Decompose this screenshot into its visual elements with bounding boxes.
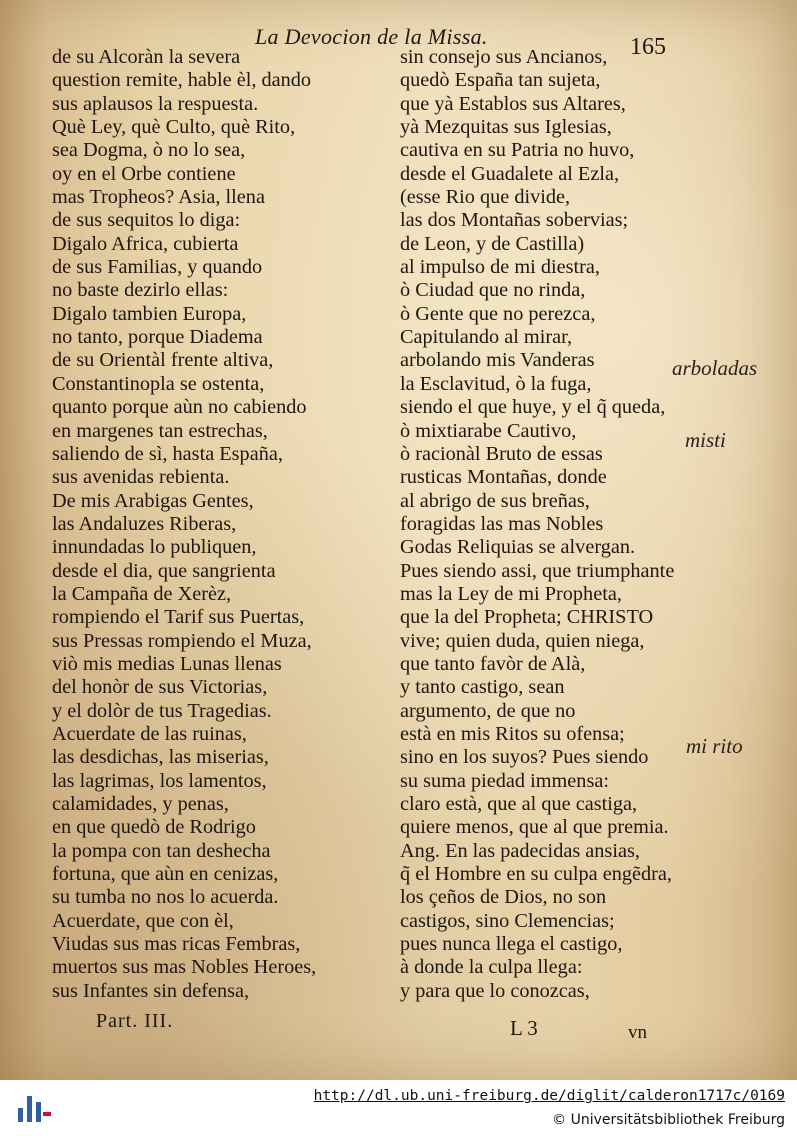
verse-line: cautiva en su Patria no huvo, xyxy=(400,139,635,162)
verse-line: Pues siendo assi, que triumphante xyxy=(400,559,675,582)
copyright-notice: © Universitätsbibliothek Freiburg xyxy=(552,1112,785,1128)
verse-line: question remite, hable èl, dando xyxy=(52,69,312,92)
verse-line: claro està, que al que castiga, xyxy=(400,793,638,815)
verse-line: y tanto castigo, sean xyxy=(400,676,565,699)
verse-line: su suma piedad immensa: xyxy=(400,769,609,792)
verse-line: viò mis medias Lunas llenas xyxy=(52,652,282,675)
verse-line: desde el Guadalete al Ezla, xyxy=(400,162,620,185)
verse-line: ò Ciudad que no rinda, xyxy=(400,279,586,302)
verse-line: que tanto favòr de Alà, xyxy=(400,652,586,675)
verse-line: ò mixtiarabe Cautivo, xyxy=(400,419,577,442)
verse-line: rusticas Montañas, donde xyxy=(400,466,607,489)
verse-line: en margenes tan estrechas, xyxy=(52,419,268,442)
verse-line: yà Mezquitas sus Iglesias, xyxy=(400,116,612,139)
right-text-column xyxy=(400,46,674,1003)
verse-line: de su Orientàl frente altiva, xyxy=(52,349,274,372)
verse-line: no baste dezirlo ellas: xyxy=(52,279,229,302)
verse-line: de Leon, y de Castilla) xyxy=(400,232,585,255)
verse-line: Digalo tambien Europa, xyxy=(52,302,247,325)
verse-line: quedò España tan sujeta, xyxy=(400,69,601,92)
verse-line: las desdichas, las miserias, xyxy=(52,746,269,769)
verse-line: de sus sequitos lo diga: xyxy=(52,209,241,232)
verse-line: q̃ el Hombre en su culpa engẽdra, xyxy=(400,863,673,886)
verse-line: al abrigo de sus breñas, xyxy=(400,489,590,512)
verse-line: foragidas las mas Nobles xyxy=(400,512,604,535)
verse-line: sino en los suyos? Pues siendo xyxy=(400,746,649,769)
verse-line: no tanto, porque Diadema xyxy=(52,326,263,349)
verse-line: Godas Reliquias se alvergan. xyxy=(400,536,636,559)
marginal-note: mi rito xyxy=(686,734,743,758)
verse-line: està en mis Ritos su ofensa; xyxy=(400,722,625,745)
verse-line: del honòr de sus Victorias, xyxy=(52,676,268,699)
verse-line: sin consejo sus Ancianos, xyxy=(400,46,608,68)
verse-line: y el dolòr de tus Tragedias. xyxy=(52,699,272,722)
verse-line: Ang. En las padecidas ansias, xyxy=(400,839,640,862)
page-number: 165 xyxy=(630,34,666,60)
verse-line: mas la Ley de mi Propheta, xyxy=(400,582,622,605)
verse-line: ò Gente que no perezca, xyxy=(400,302,596,325)
verse-line: de sus Familias, y quando xyxy=(52,256,263,279)
verse-line: Acuerdate, que con èl, xyxy=(52,909,234,932)
viewer-footer xyxy=(0,1080,797,1136)
verse-line: sus aplausos la respuesta. xyxy=(52,92,259,115)
verse-line: las Andaluzes Riberas, xyxy=(52,512,237,535)
verse-line: al impulso de mi diestra, xyxy=(400,256,600,279)
verse-line: calamidades, y penas, xyxy=(52,793,229,815)
verse-line: Què Ley, què Culto, què Rito, xyxy=(52,116,296,139)
verse-line: de su Alcoràn la severa xyxy=(52,46,241,68)
verse-line: sus Infantes sin defensa, xyxy=(52,979,250,1002)
verse-line: la Campaña de Xerèz, xyxy=(52,582,232,605)
source-url-link[interactable]: http://dl.ub.uni-freiburg.de/diglit/calderon1717c/0169 xyxy=(313,1088,785,1104)
verse-line: Constantinopla se ostenta, xyxy=(52,372,265,395)
verse-line: quanto porque aùn no cabiendo xyxy=(52,396,307,419)
verse-line: à donde la culpa llega: xyxy=(400,956,583,979)
verse-line: mas Tropheos? Asia, llena xyxy=(52,186,265,209)
verse-line: Capitulando al mirar, xyxy=(400,326,573,349)
verse-line: oy en el Orbe contiene xyxy=(52,162,236,185)
verse-line: la pompa con tan deshecha xyxy=(52,839,271,862)
verse-line: quiere menos, que al que premia. xyxy=(400,816,669,839)
verse-line: desde el dia, que sangrienta xyxy=(52,559,276,582)
verse-line: pues nunca llega el castigo, xyxy=(400,933,623,956)
verse-line: Viudas sus mas ricas Fembras, xyxy=(52,933,301,956)
marginal-note: arboladas xyxy=(672,356,758,380)
verse-line: vive; quien duda, quien niega, xyxy=(400,629,645,652)
verse-line: argumento, de que no xyxy=(400,699,576,722)
verse-line: siendo el que huye, y el q̃ queda, xyxy=(400,396,666,419)
library-logo-icon xyxy=(14,1088,54,1128)
verse-line: que la del Propheta; CHRISTO xyxy=(400,606,654,629)
verse-line: fortuna, que aùn en cenizas, xyxy=(52,863,279,886)
verse-line: Digalo Africa, cubierta xyxy=(52,232,239,255)
verse-line: las dos Montañas sobervias; xyxy=(400,209,629,232)
verse-line: (esse Rio que divide, xyxy=(400,186,571,209)
verse-line: en que quedò de Rodrigo xyxy=(52,816,256,839)
verse-line: Acuerdate de las ruinas, xyxy=(52,722,247,745)
verse-line: los çeños de Dios, no son xyxy=(400,886,607,909)
verse-line: y para que lo conozcas, xyxy=(400,979,590,1002)
running-head: La Devocion de la Missa. xyxy=(255,24,488,49)
verse-line: su tumba no nos lo acuerda. xyxy=(52,886,279,909)
catchword: vn xyxy=(628,1022,647,1043)
verse-line: saliendo de sì, hasta España, xyxy=(52,442,283,465)
verse-line: innundadas lo publiquen, xyxy=(52,536,257,559)
left-text-column xyxy=(52,46,316,1003)
verse-line: sus Pressas rompiendo el Muza, xyxy=(52,629,312,652)
verse-line: sea Dogma, ò no lo sea, xyxy=(52,139,246,162)
verse-line: ò racionàl Bruto de essas xyxy=(400,442,603,465)
verse-line: rompiendo el Tarif sus Puertas, xyxy=(52,606,305,629)
verse-line: De mis Arabigas Gentes, xyxy=(52,489,254,512)
marginal-note: misti xyxy=(685,428,726,452)
verse-line: la Esclavitud, ò la fuga, xyxy=(400,372,592,395)
verse-line: que yà Establos sus Altares, xyxy=(400,92,626,115)
gathering-signature: L 3 xyxy=(510,1016,538,1040)
verse-line: las lagrimas, los lamentos, xyxy=(52,769,267,792)
verse-line: castigos, sino Clemencias; xyxy=(400,909,615,932)
verse-line: arbolando mis Vanderas xyxy=(400,349,595,372)
verse-line: muertos sus mas Nobles Heroes, xyxy=(52,956,317,979)
verse-line: sus avenidas rebienta. xyxy=(52,466,230,489)
volume-signature: Part. III. xyxy=(96,1010,174,1032)
